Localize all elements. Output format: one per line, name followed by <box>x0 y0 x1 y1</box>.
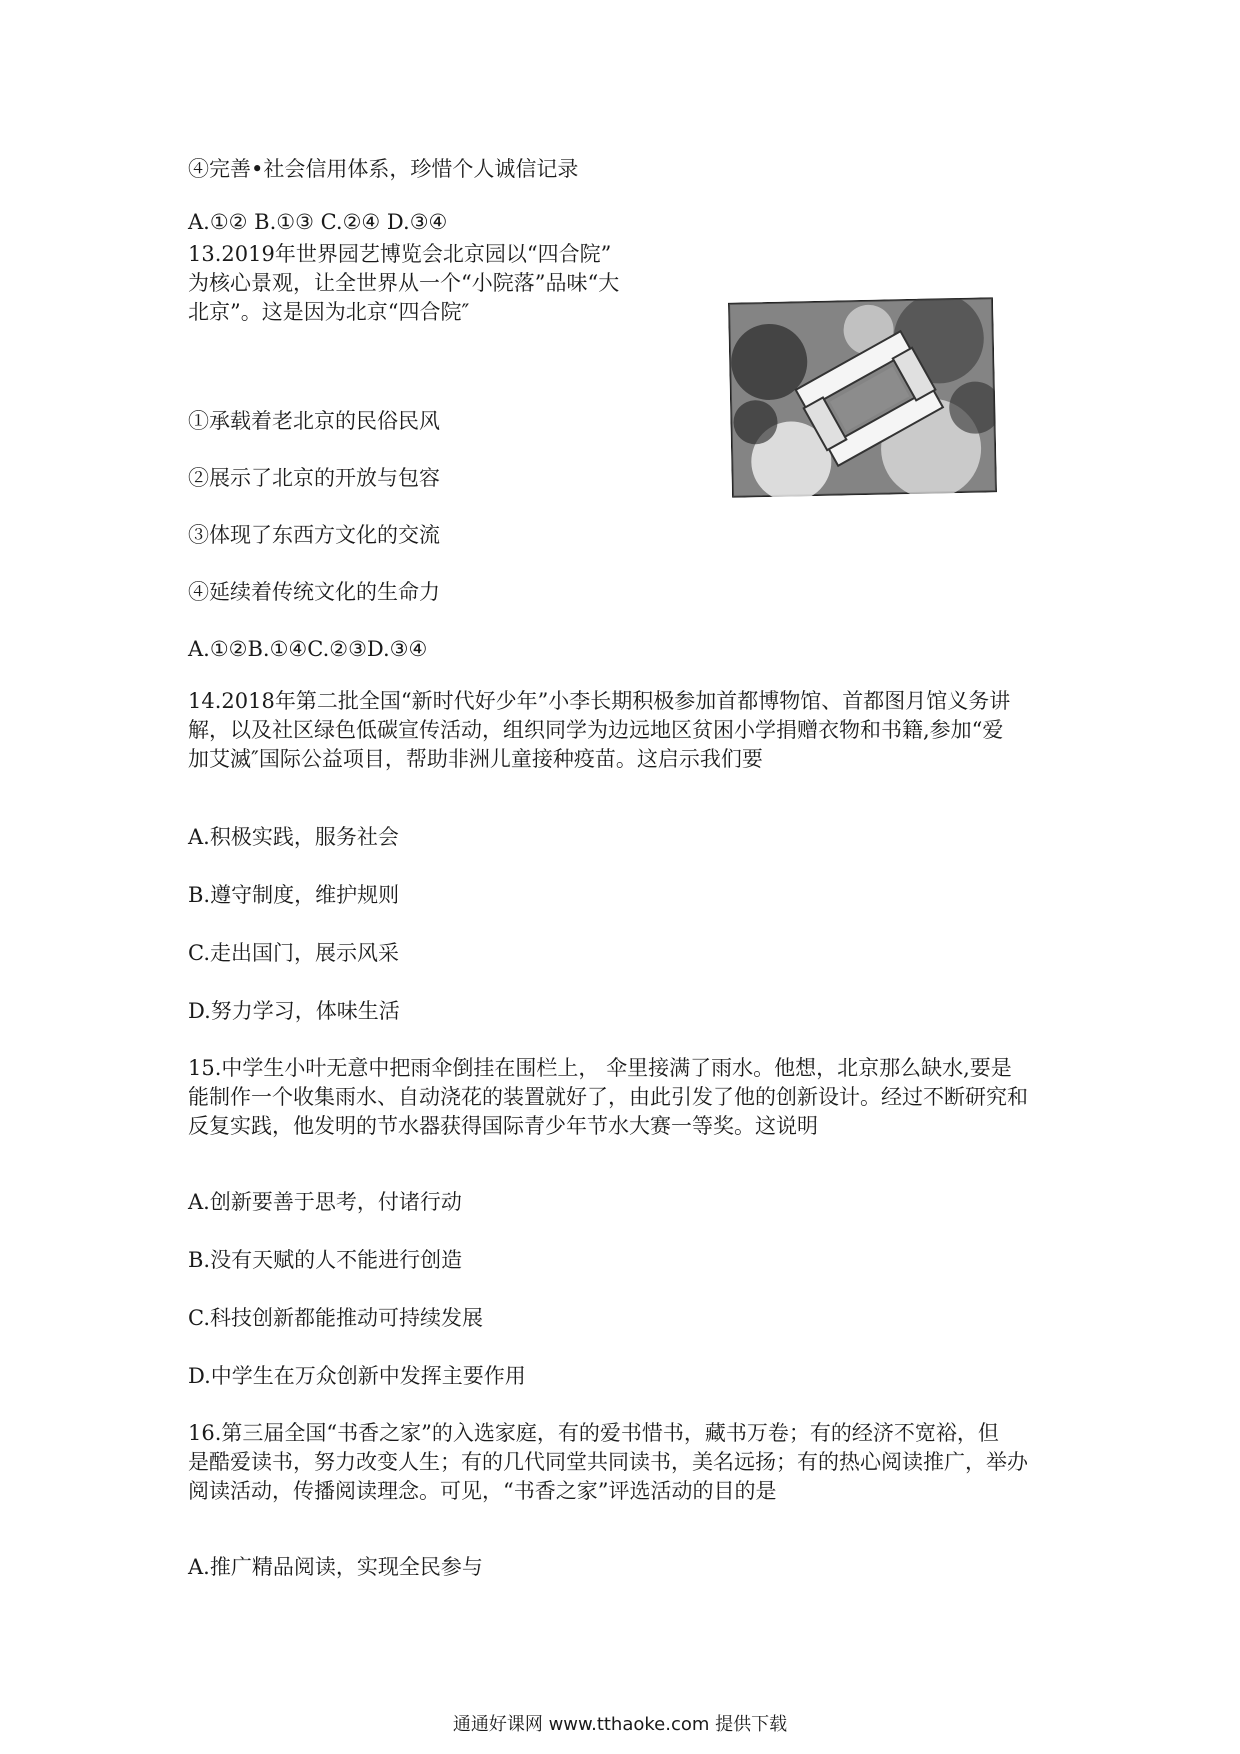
q15-stem-line: 能制作一个收集雨水、自动浇花的装置就好了，由此引发了他的创新设计。经过不断研究和 <box>188 1085 1028 1109</box>
q13-options: A.①②B.①④C.②③D.③④ <box>188 637 428 661</box>
q14-stem-line: 14.2018年第二批全国“新时代好少年”小李长期积极参加首都博物馆、首都图月馆义务讲 <box>188 689 1011 713</box>
q16-option-a: A.推广精品阅读，实现全民参与 <box>188 1555 483 1579</box>
q15-option-a: A.创新要善于思考，付诸行动 <box>188 1190 462 1214</box>
q14-stem-line: 解，以及社区绿色低碳宣传活动，组织同学为边远地区贫困小学捐赠衣物和书籍,参加“爱 <box>188 718 1004 742</box>
q13-stem <box>188 240 658 327</box>
q14-option-b: B.遵守制度，维护规则 <box>188 883 400 907</box>
q13-item-4: ④延续着传统文化的生命力 <box>188 580 440 604</box>
q13-item-2: ②展示了北京的开放与包容 <box>188 466 440 490</box>
q15-stem-line: 反复实践，他发明的节水器获得国际青少年节水大赛一等奖。这说明 <box>188 1114 818 1138</box>
q15-stem <box>188 1054 1068 1141</box>
q13-stem-line: 为核心景观，让全世界从一个“小院落”品味“大 <box>188 271 620 295</box>
q16-stem-line: 16.第三届全国“书香之家”的入选家庭，有的爱书惜书，藏书万卷；有的经济不宽裕，但 <box>188 1421 999 1445</box>
q13-item-1: ①承载着老北京的民俗民风 <box>188 409 440 433</box>
q15-stem-line: 15.中学生小叶无意中把雨伞倒挂在围栏上， 伞里接满了雨水。他想，北京那么缺水,要是 <box>188 1056 1012 1080</box>
q14-option-c: C.走出国门，展示风采 <box>188 941 399 965</box>
q15-option-b: B.没有天赋的人不能进行创造 <box>188 1248 463 1272</box>
q15-option-d: D.中学生在万众创新中发挥主要作用 <box>188 1364 526 1388</box>
q12-item-4: ④完善•社会信用体系，珍惜个人诚信记录 <box>188 157 579 181</box>
q15-option-c: C.科技创新都能推动可持续发展 <box>188 1306 483 1330</box>
q14-option-a: A.积极实践，服务社会 <box>188 825 399 849</box>
q16-stem-line: 阅读活动，传播阅读理念。可见，“书香之家”评选活动的目的是 <box>188 1479 777 1503</box>
q12-options: A.①② B.①③ C.②④ D.③④ <box>188 210 448 234</box>
q16-stem-line: 是酷爱读书，努力改变人生；有的几代同堂共同读书，美名远扬；有的热心阅读推广，举办 <box>188 1450 1028 1474</box>
q14-stem-line: 加艾滅″国际公益项目，帮助非洲儿童接种疫苗。这启示我们要 <box>188 747 763 771</box>
q16-stem <box>188 1419 1068 1506</box>
page-footer: 通通好课网 www.tthaoke.com 提供下载 <box>452 1714 788 1735</box>
q13-item-3: ③体现了东西方文化的交流 <box>188 523 440 547</box>
q14-stem <box>188 687 1068 774</box>
q13-stem-line: 13.2019年世界园艺博览会北京园以“四合院” <box>188 242 612 266</box>
siheyuan-aerial-photo <box>728 297 997 498</box>
q13-stem-line: 北京”。这是因为北京“四合院″ <box>188 300 470 324</box>
q14-option-d: D.努力学习，体味生活 <box>188 999 400 1023</box>
